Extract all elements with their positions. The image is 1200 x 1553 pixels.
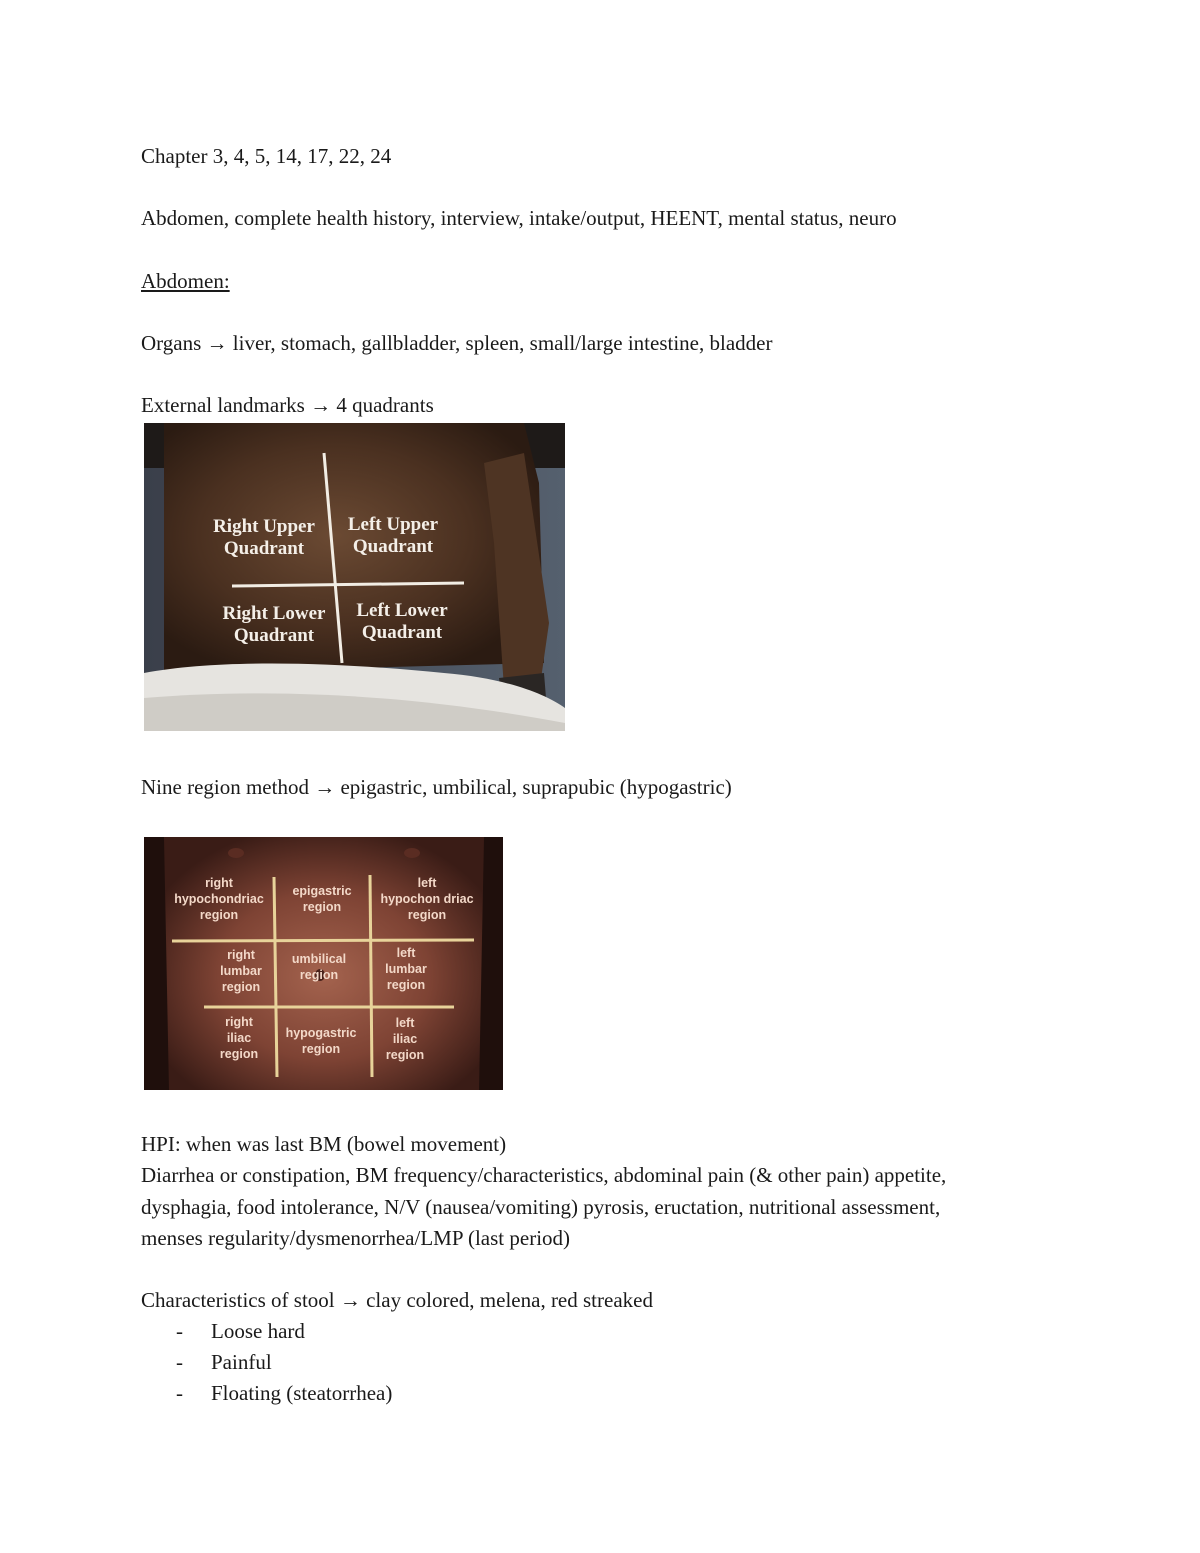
stool-list-item: Floating (steatorrhea) (211, 1381, 393, 1405)
region-label-r9-3: region (385, 1048, 425, 1062)
region-label-r4-2: lumbar (220, 964, 262, 978)
region-label-r7-2: iliac (226, 1031, 252, 1045)
landmarks-line: External landmarks → 4 quadrants (141, 393, 434, 417)
region-label-r2-1: epigastric (292, 884, 352, 898)
rlq-label-2: Quadrant (233, 625, 315, 646)
stool-heading: Characteristics of stool → clay colored, melena, red streaked (141, 1288, 653, 1312)
luq-label-2: Quadrant (352, 536, 434, 557)
region-label-r6-3: region (386, 978, 426, 992)
rlq-label-1: Right Lower (222, 603, 326, 624)
region-label-r8-2: region (301, 1042, 341, 1056)
region-label-r9-2: iliac (392, 1032, 418, 1046)
llq-label-2: Quadrant (361, 622, 443, 643)
region-label-r7-3: region (219, 1047, 259, 1061)
ruq-label-2: Quadrant (223, 538, 305, 559)
region-label-r1-2: hypochondriac (174, 892, 264, 906)
region-label-r6-2: lumbar (385, 962, 427, 976)
region-label-r8-1: hypogastric (285, 1026, 357, 1040)
topics-line: Abdomen, complete health history, interview, intake/output, HEENT, mental status, neuro (141, 206, 897, 230)
region-label-r2-2: region (302, 900, 342, 914)
nine-region-line: Nine region method → epigastric, umbilical, suprapubic (hypogastric) (141, 775, 732, 799)
hpi-line-3: dysphagia, food intolerance, N/V (nausea/vomiting) pyrosis, eructation, nutritional assessment, (141, 1195, 941, 1219)
nine-regions-photo (144, 837, 503, 1090)
section-title: Abdomen: (141, 269, 230, 293)
region-label-r1-1: right (205, 876, 233, 890)
quadrants-photo (144, 423, 565, 731)
region-label-r1-3: region (199, 908, 239, 922)
region-label-r6-1: left (396, 946, 416, 960)
region-label-r7-1: right (225, 1015, 253, 1029)
bullet-dash: - (176, 1319, 183, 1343)
region-label-r4-1: right (227, 948, 255, 962)
bullet-dash: - (176, 1381, 183, 1405)
luq-label-1: Left Upper (347, 514, 439, 535)
region-label-r5-2: region (299, 968, 339, 982)
region-label-r5-1: umbilical (291, 952, 347, 966)
stool-list-item: Painful (211, 1350, 272, 1374)
region-label-r3-1: left (417, 876, 437, 890)
region-label-r3-3: region (407, 908, 447, 922)
llq-label-1: Left Lower (356, 600, 448, 621)
region-label-r3-2: hypochon driac (380, 892, 474, 906)
stool-list-item: Loose hard (211, 1319, 305, 1343)
hpi-line-4: menses regularity/dysmenorrhea/LMP (last period) (141, 1226, 571, 1250)
bullet-dash: - (176, 1350, 183, 1374)
hpi-line-1: HPI: when was last BM (bowel movement) (141, 1132, 507, 1156)
ruq-label-1: Right Upper (213, 516, 315, 537)
region-label-r9-1: left (395, 1016, 415, 1030)
organs-line: Organs → liver, stomach, gallbladder, spleen, small/large intestine, bladder (141, 331, 773, 355)
region-label-r4-3: region (221, 980, 261, 994)
hpi-line-2: Diarrhea or constipation, BM frequency/characteristics, abdominal pain (& other pain) appetite, (141, 1163, 947, 1187)
chapters-heading: Chapter 3, 4, 5, 14, 17, 22, 24 (141, 144, 392, 168)
